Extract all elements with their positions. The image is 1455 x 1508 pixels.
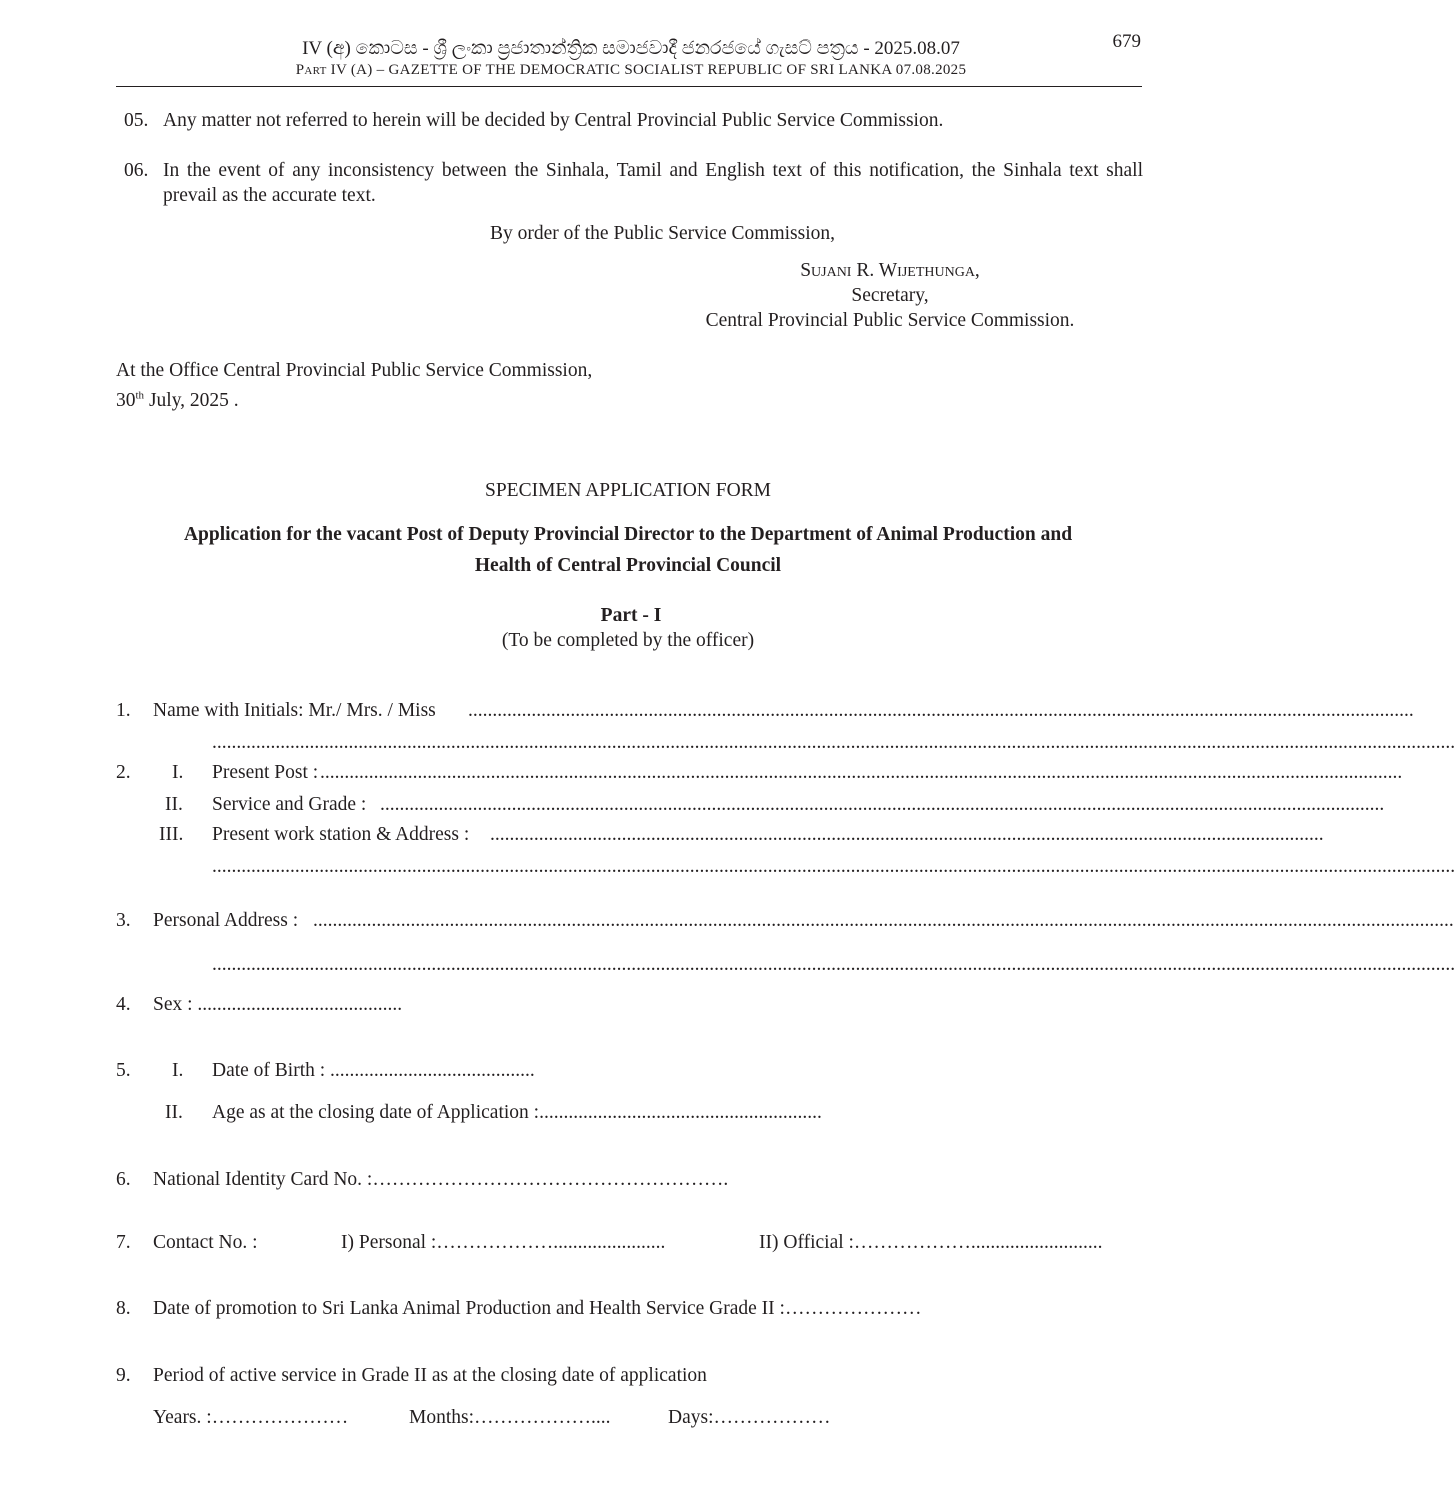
promotion-date-field[interactable]: Date of promotion to Sri Lanka Animal Production and Health Service Grade II :………………… [153, 1298, 922, 1319]
form-heading: SPECIMEN APPLICATION FORM [484, 480, 772, 501]
item-2-sub-i: I. [172, 762, 184, 783]
personal-address-dotted-line[interactable]: .......................................................................................................................................................................................................................................... [313, 910, 1454, 931]
name-with-initials-label: Name with Initials: Mr./ Mrs. / Miss [153, 700, 436, 721]
gazette-header-sinhala: IV (අ) කොටස - ශ්‍රී ලංකා ප්‍රජාතාන්ත්‍රික සමාජවාදී ජනරජයේ ගැසට් පත්‍රය - 2025.08.07 [302, 38, 960, 59]
work-station-dotted-line[interactable]: ........................................................................................................................................................................... [490, 824, 1324, 845]
active-service-period-label: Period of active service in Grade II as at the closing date of application [153, 1365, 707, 1386]
item-4-number: 4. [116, 994, 131, 1015]
name-dotted-line[interactable]: .................................................................................................................................................................................................. [468, 700, 1414, 721]
name-dotted-line-2[interactable]: ............................................................................................................................................................................................................................................................... [212, 732, 1455, 753]
present-post-label: Present Post : [212, 762, 319, 783]
personal-address-dotted-line-2[interactable]: ............................................................................................................................................................................................................................................................... [212, 954, 1455, 975]
signatory-office: Central Provincial Public Service Commission. [705, 310, 1075, 331]
clause-06-text-line2: prevail as the accurate text. [163, 185, 376, 206]
present-post-dotted-line[interactable]: .............................................................................................................................................................................................................................. [320, 762, 1403, 783]
item-3-number: 3. [116, 910, 131, 931]
date-rest: July, 2025 . [144, 390, 239, 411]
item-2-sub-ii: II. [165, 794, 183, 815]
personal-address-label: Personal Address : [153, 910, 299, 931]
age-at-closing-date-field[interactable]: Age as at the closing date of Application :.......................................................... [212, 1102, 822, 1123]
item-6-number: 6. [116, 1169, 131, 1190]
gazette-header-english: Part IV (A) – GAZETTE OF THE DEMOCRATIC SOCIALIST REPUBLIC OF SRI LANKA 07.08.2025 [295, 62, 967, 78]
header-rule [116, 86, 1142, 87]
days-field[interactable]: Days:……………… [668, 1407, 831, 1428]
work-station-label: Present work station & Address : [212, 824, 470, 845]
form-part-note: (To be completed by the officer) [501, 630, 755, 651]
date-day-suffix: th [135, 389, 145, 402]
clause-05-number: 05. [124, 110, 149, 131]
page-number: 679 [1112, 31, 1141, 52]
item-7-number: 7. [116, 1232, 131, 1253]
service-grade-dotted-line[interactable]: .............................................................................................................................................................................................................. [380, 794, 1385, 815]
item-5-sub-i: I. [172, 1060, 184, 1081]
service-grade-label: Service and Grade : [212, 794, 367, 815]
item-1-number: 1. [116, 700, 131, 721]
date-of-birth-field[interactable]: Date of Birth : .......................................... [212, 1060, 535, 1081]
form-part-label: Part - I [600, 605, 662, 626]
place-line: At the Office Central Provincial Public Service Commission, [116, 360, 593, 381]
item-5-sub-ii: II. [165, 1102, 183, 1123]
personal-contact-field[interactable]: I) Personal :………………....................... [341, 1232, 666, 1253]
item-9-number: 9. [116, 1365, 131, 1386]
date-line [116, 390, 239, 412]
sex-field[interactable]: Sex : .......................................... [153, 994, 403, 1015]
clause-06-text-line1: In the event of any inconsistency between the Sinhala, Tamil and English text of this notification, the Sinhala text shall [163, 160, 1143, 181]
item-8-number: 8. [116, 1298, 131, 1319]
signatory-title: Secretary, [851, 285, 929, 306]
item-2-number: 2. [116, 762, 131, 783]
official-contact-field[interactable]: II) Official :………………........................... [759, 1232, 1103, 1253]
form-title-line2: Health of Central Provincial Council [474, 555, 782, 576]
signatory-name: Sujani R. Wijethunga, [800, 260, 980, 281]
contact-no-label: Contact No. : [153, 1232, 258, 1253]
item-2-sub-iii: III. [159, 824, 184, 845]
months-field[interactable]: Months:……………….... [409, 1407, 611, 1428]
clause-05-text: Any matter not referred to herein will be decided by Central Provincial Public Service Commission. [163, 110, 944, 131]
date-day: 30 [116, 390, 136, 411]
nic-number-field[interactable]: National Identity Card No. :………………………………………………. [153, 1169, 729, 1190]
by-order-line: By order of the Public Service Commission, [490, 223, 836, 244]
form-title-line1: Application for the vacant Post of Deputy Provincial Director to the Department of Animal Production and [183, 524, 1073, 545]
item-5-number: 5. [116, 1060, 131, 1081]
years-field[interactable]: Years. :………………… [153, 1407, 349, 1428]
clause-06-number: 06. [124, 160, 149, 181]
work-station-dotted-line-2[interactable]: ............................................................................................................................................................................................................................................................... [212, 856, 1455, 877]
